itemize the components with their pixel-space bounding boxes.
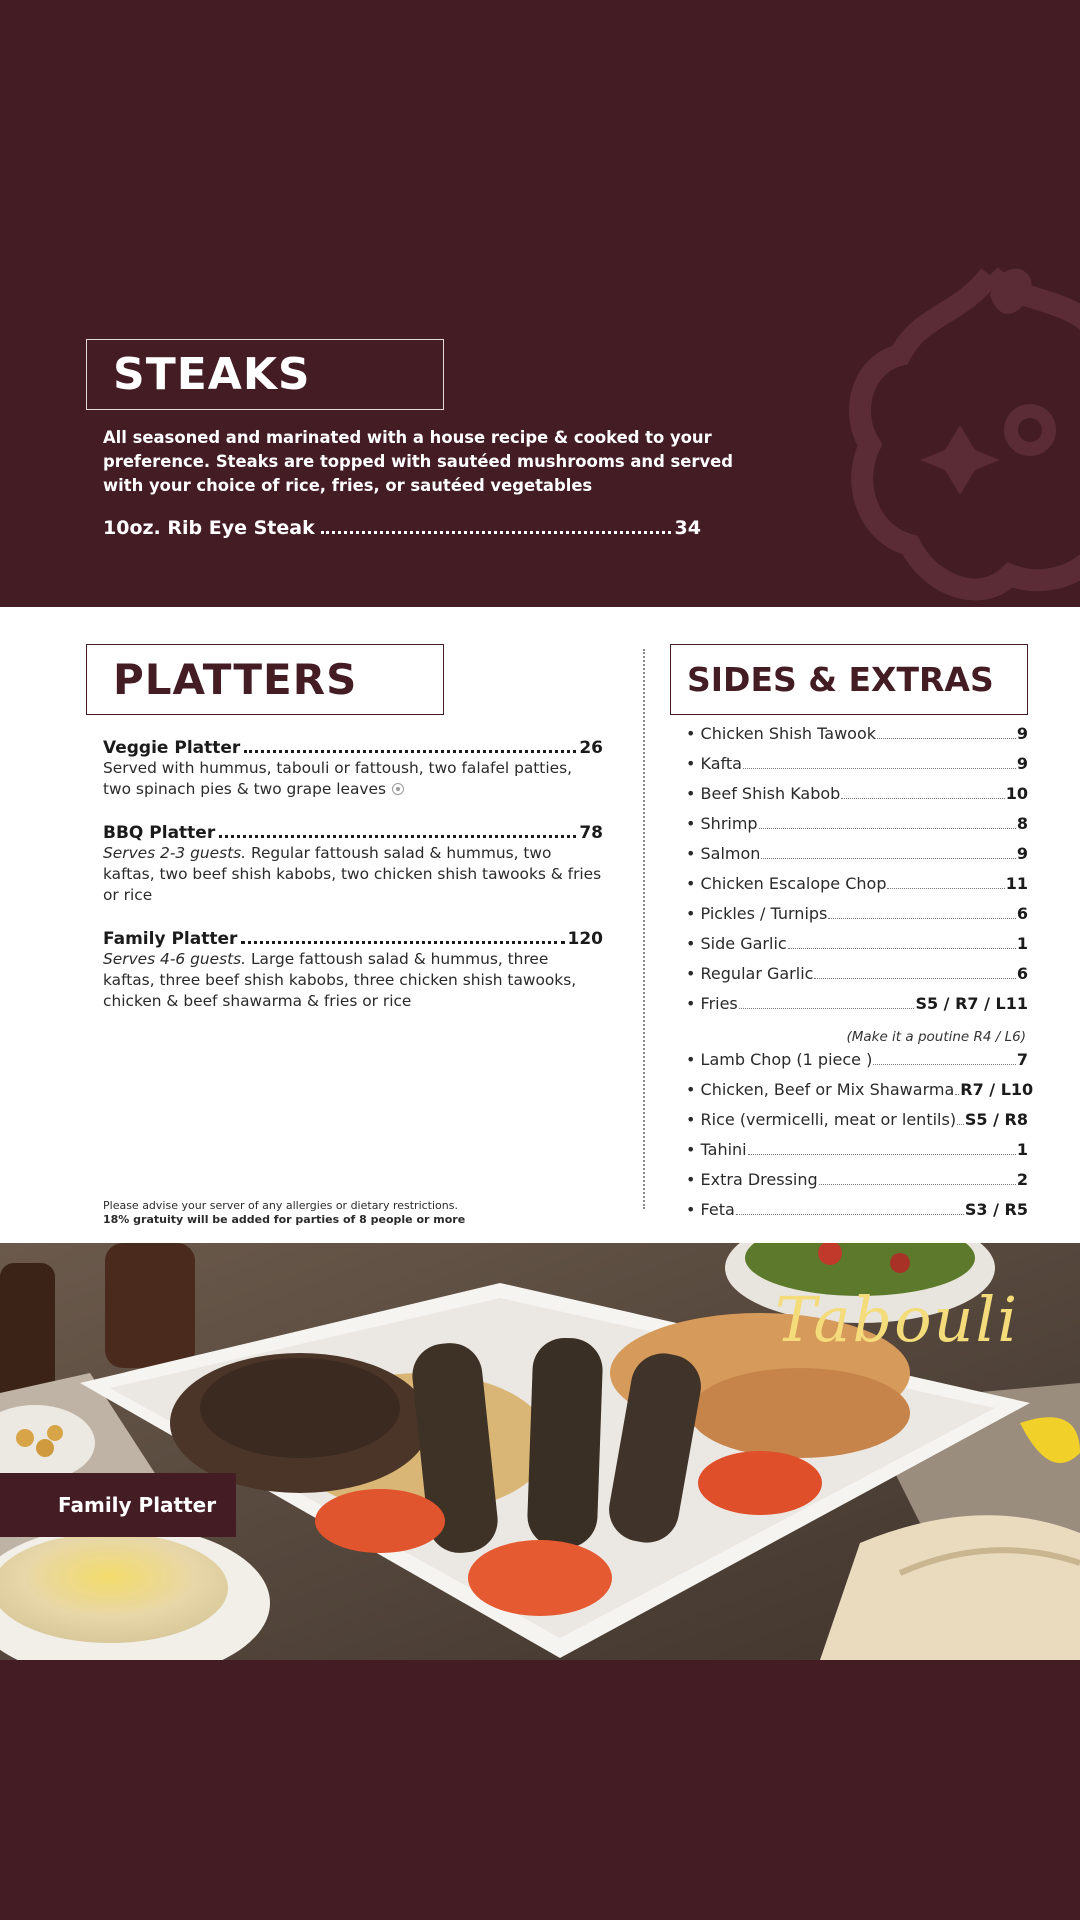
list-item: • Regular Garlic 6 <box>686 964 1028 983</box>
list-item: • Tahini 1 <box>686 1140 1028 1159</box>
list-item: • Beef Shish Kabob 10 <box>686 784 1028 803</box>
list-item: • Salmon 9 <box>686 844 1028 863</box>
allergy-note: Please advise your server of any allergies or dietary restrictions. <box>103 1199 458 1212</box>
family-platter-item <box>103 929 603 1012</box>
fries-poutine-note: (Make it a poutine R4 / L6) <box>846 1029 1026 1045</box>
leader-dots <box>244 750 576 753</box>
sides-title: SIDES & EXTRAS <box>670 644 1028 715</box>
veggie-platter-item <box>103 738 603 800</box>
platter-price: 120 <box>567 929 603 949</box>
list-item: • Lamb Chop (1 piece ) 7 <box>686 1050 1028 1069</box>
family-platter-photo <box>0 1243 1080 1660</box>
list-item: • Pickles / Turnips 6 <box>686 904 1028 923</box>
gratuity-note: 18% gratuity will be added for parties of 8 people or more <box>103 1213 466 1226</box>
list-item: • Chicken Shish Tawook 9 <box>686 724 1028 743</box>
platter-price: 26 <box>579 738 603 758</box>
platter-description: Regular fattoush salad & hummus, two kaftas, two beef shish kabobs, two chicken shish tawooks & fries or rice <box>103 844 602 904</box>
platter-description: Large fattoush salad & hummus, three kaftas, three beef shish kabobs, three chicken shish tawooks, chicken & beef shawarma & fries or rice <box>103 950 577 1010</box>
platter-name: Veggie Platter <box>103 738 241 758</box>
leader-dots <box>241 941 564 944</box>
leader-dots <box>321 531 671 534</box>
bbq-platter-item <box>103 823 603 906</box>
platter-description: Served with hummus, tabouli or fattoush, two falafel patties, two spinach pies & two grape leaves <box>103 759 573 798</box>
allergy-gratuity-note <box>103 1199 563 1227</box>
steaks-description: All seasoned and marinated with a house recipe & cooked to your preference. Steaks are topped with sautéed mushrooms and served with your choice of rice, fries, or sautéed vegetables <box>103 428 734 495</box>
platters-title: PLATTERS <box>86 644 444 715</box>
leader-dots <box>219 835 576 838</box>
list-item: • Feta S3 / R5 <box>686 1200 1028 1219</box>
rib-eye-steak-item <box>103 517 701 539</box>
list-item: • Chicken Escalope Chop 11 <box>686 874 1028 893</box>
list-item: • Extra Dressing 2 <box>686 1170 1028 1189</box>
steaks-section <box>0 0 1080 607</box>
platter-serving-note: Serves 2-3 guests. <box>103 844 247 862</box>
steak-item-name: 10oz. Rib Eye Steak <box>103 517 315 539</box>
list-item: • Chicken, Beef or Mix Shawarma R7 / L10 <box>686 1080 1034 1099</box>
platter-price: 78 <box>579 823 603 843</box>
list-item: • Kafta 9 <box>686 754 1028 773</box>
platter-serving-note: Serves 4-6 guests. <box>103 950 247 968</box>
list-item: • Shrimp 8 <box>686 814 1028 833</box>
tabouli-logo: Tabouli <box>775 1283 1020 1356</box>
steak-item-price: 34 <box>674 517 701 539</box>
platter-name: BBQ Platter <box>103 823 216 843</box>
decorative-ornament-icon <box>840 255 1080 607</box>
list-item: • Rice (vermicelli, meat or lentils) S5 / R8 <box>686 1110 1028 1129</box>
platter-name: Family Platter <box>103 929 238 949</box>
list-item: • Fries S5 / R7 / L11 <box>686 994 1028 1013</box>
photo-caption: Family Platter <box>0 1473 236 1537</box>
vegetarian-icon <box>392 783 404 795</box>
column-divider <box>643 649 645 1209</box>
steaks-title: STEAKS <box>86 339 444 410</box>
sides-list <box>686 724 1034 1230</box>
bottom-band <box>0 1660 1080 1920</box>
menu-content <box>0 607 1080 1243</box>
list-item: • Side Garlic 1 <box>686 934 1028 953</box>
